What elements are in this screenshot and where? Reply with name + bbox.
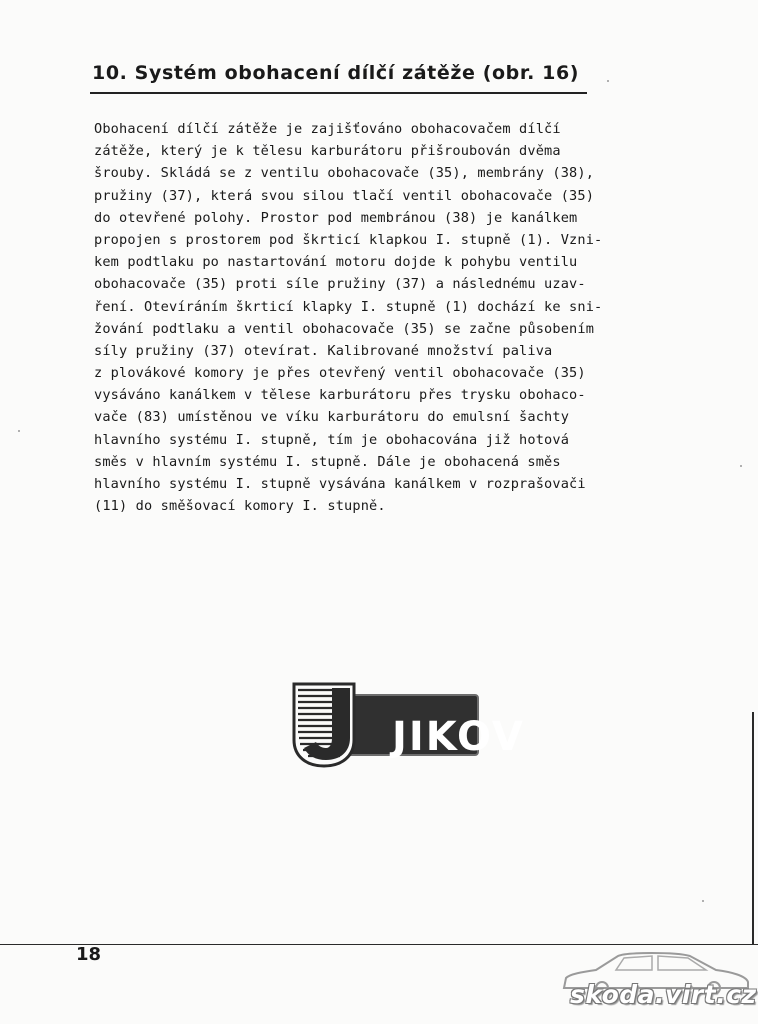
body-line: vače (83) umístěnou ve víku karburátoru do emulsní šachty	[94, 409, 570, 426]
body-line: Obohacení dílčí zátěže je zajišťováno obohacovačem dílčí	[94, 121, 561, 137]
body-line: síly pružiny (37) otevírat. Kalibrované množství paliva	[94, 342, 553, 359]
body-line: hlavního systému I. stupně, tím je obohacována již hotová	[94, 431, 570, 448]
body-line: žování podtlaku a ventil obohacovače (35) se začne působením	[94, 320, 595, 337]
body-line: (11) do směšovací komory I. stupně.	[94, 498, 386, 515]
body-line: z plovákové komory je přes otevřený ventil obohacovače (35)	[94, 365, 586, 382]
body-line: kem podtlaku po nastartování motoru dojde k pohybu ventilu	[94, 254, 578, 271]
body-line: obohacovače (35) proti síle pružiny (37) a následnému uzav-	[94, 276, 586, 293]
watermark-text: skoda.virt.cz	[570, 980, 757, 1009]
jikov-shield-icon	[292, 682, 372, 768]
jikov-logo	[292, 682, 525, 768]
body-line: do otevřené polohy. Prostor pod membránou (38) je kanálkem	[94, 209, 578, 226]
scan-speck	[740, 465, 742, 467]
body-line: hlavního systému I. stupně vysávána kanálkem v rozprašovači	[94, 476, 586, 492]
body-line: propojen s prostorem pod škrticí klapkou I. stupně (1). Vzni-	[94, 231, 603, 248]
heading-underline	[90, 92, 587, 94]
body-line: směs v hlavním systému I. stupně. Dále je obohacená směs	[94, 453, 561, 470]
body-line: šrouby. Skládá se z ventilu obohacovače (35), membrány (38),	[94, 165, 595, 182]
body-line: pružiny (37), která svou silou tlačí ventil obohacovače (35)	[94, 187, 595, 204]
logo-text: JIKOV	[392, 714, 525, 760]
scan-speck	[702, 900, 704, 902]
right-margin-rule	[752, 712, 754, 944]
footer-rule	[0, 944, 758, 945]
body-line: vysáváno kanálkem v tělese karburátoru přes trysku obohaco-	[94, 387, 586, 404]
watermark	[556, 950, 756, 1022]
body-line: zátěže, který je k tělesu karburátoru přišroubován dvěma	[94, 143, 561, 160]
page-number: 18	[76, 944, 102, 965]
scan-speck	[607, 80, 609, 82]
body-line: ření. Otevíráním škrticí klapky I. stupně (1) dochází ke sni-	[94, 298, 603, 315]
scan-speck	[18, 430, 20, 432]
body-paragraph	[94, 118, 669, 517]
section-heading: 10. Systém obohacení dílčí zátěže (obr. 16)	[92, 62, 580, 84]
